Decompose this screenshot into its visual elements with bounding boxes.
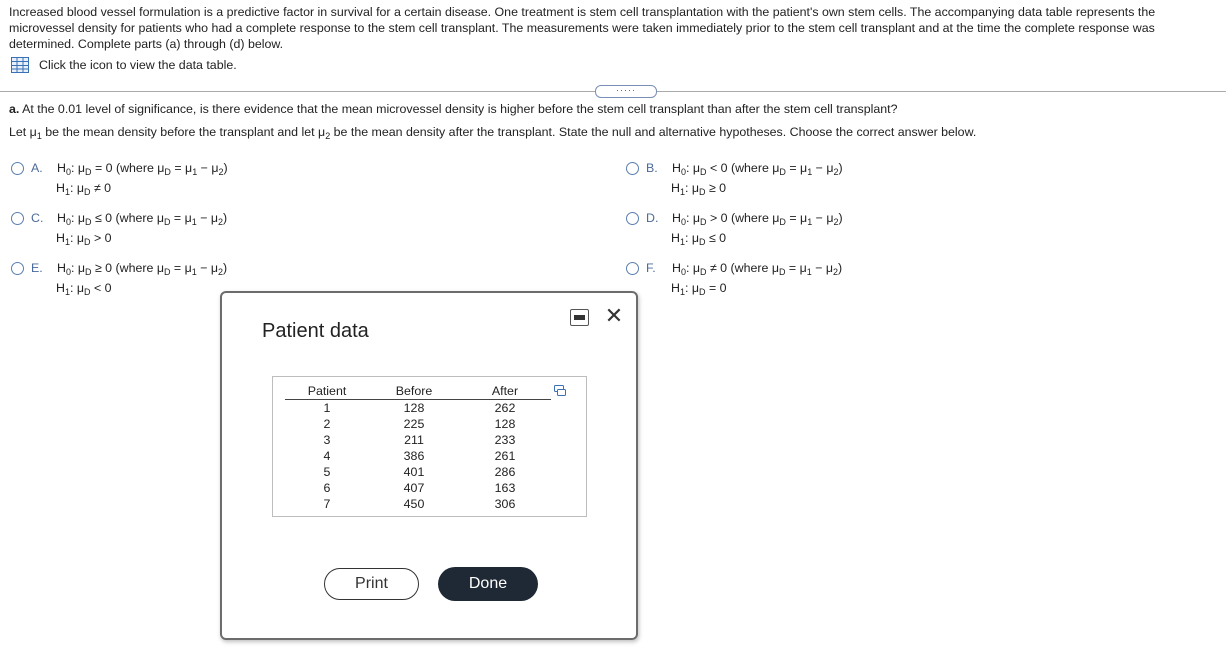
h1-statement: $H_1$: $\mu_D < 0$ [56, 281, 112, 297]
table-row: 5 401 286 [323, 465, 516, 479]
view-data-table-link[interactable] [11, 57, 237, 73]
radio-button-e[interactable] [11, 262, 24, 275]
data-table-icon[interactable] [11, 57, 29, 73]
choice-letter: C. [31, 211, 44, 225]
h0-statement: $H_0$: $\mu_D \ge 0$ (where $\mu_D = \mu_1 - \mu_2$) [57, 261, 228, 277]
h1-statement: $H_1$: $\mu_D \ne 0$ [56, 181, 112, 197]
choice-letter: D. [646, 211, 659, 225]
column-header-patient: Patient [285, 382, 369, 400]
copy-to-clipboard-icon[interactable] [554, 385, 566, 396]
h0-statement: $H_0$: $\mu_D < 0$ (where $\mu_D = \mu_1 - \mu_2$) [672, 161, 843, 177]
choice-letter: A. [31, 161, 43, 175]
column-header-after: After [459, 382, 551, 400]
choice-letter: B. [646, 161, 658, 175]
choice-letter: E. [31, 261, 43, 275]
h1-statement: $H_1$: $\mu_D \ge 0$ [671, 181, 727, 197]
dialog-title: Patient data [262, 320, 369, 342]
table-header-row [285, 382, 551, 400]
h0-statement: $H_0$: $\mu_D = 0$ (where $\mu_D = \mu_1 - \mu_2$) [57, 161, 228, 177]
choice-b[interactable] [626, 158, 843, 198]
table-row: 7 450 306 [323, 497, 516, 511]
h0-statement: $H_0$: $\mu_D \ne 0$ (where $\mu_D = \mu_1 - \mu_2$) [672, 261, 843, 277]
radio-button-d[interactable] [626, 212, 639, 225]
h0-statement: $H_0$: $\mu_D \le 0$ (where $\mu_D = \mu_1 - \mu_2$) [57, 211, 228, 227]
question-text: At the 0.01 level of significance, is there evidence that the mean microvessel density is higher before the stem cell transplant than after the stem cell transplant? [22, 102, 898, 116]
patient-data-table [285, 382, 551, 512]
table-link-text[interactable]: Click the icon to view the data table. [39, 58, 237, 72]
table-row: 3 211 233 [323, 433, 516, 447]
choice-d[interactable] [626, 208, 843, 248]
radio-button-f[interactable] [626, 262, 639, 275]
table-row: 6 407 163 [323, 481, 516, 495]
choice-e[interactable] [11, 258, 227, 298]
table-row: 4 386 261 [323, 449, 516, 463]
close-button[interactable]: ✕ [604, 303, 624, 328]
expand-toggle[interactable]: ····· [595, 85, 657, 98]
question-part-label: a. [9, 102, 20, 116]
choice-f[interactable] [626, 258, 842, 298]
print-button[interactable]: Print [324, 568, 419, 600]
column-header-before: Before [369, 382, 459, 400]
radio-button-c[interactable] [11, 212, 24, 225]
patient-data-dialog [220, 291, 638, 640]
problem-intro: Increased blood vessel formulation is a predictive factor in survival for a certain disease. One treatment is stem cell transplantation with the patient's own stem cells. The accompanying data table represents the microvessel density for patients who had a complete response to the stem cell transplant. The measurements were taken immediately prior to the stem cell transplant and at the time the complete response was determined. Complete parts (a) through (d) below. [9, 5, 1156, 51]
done-button[interactable]: Done [438, 567, 538, 601]
choice-letter: F. [646, 261, 656, 275]
choice-a[interactable] [11, 158, 228, 198]
h1-statement: $H_1$: $\mu_D > 0$ [56, 231, 112, 247]
question-instructions: Let $\mu_1$ be the mean density before the transplant and let $\mu_2$ be the mean density after the transplant. State the null and alternative hypotheses. Choose the correct answer below. [9, 125, 977, 141]
table-row: 2 225 128 [323, 417, 516, 431]
table-row: 1 128 262 [323, 401, 516, 415]
radio-button-a[interactable] [11, 162, 24, 175]
h1-statement: $H_1$: $\mu_D \le 0$ [671, 231, 727, 247]
minimize-button[interactable] [570, 309, 589, 326]
data-table-container [272, 376, 587, 517]
h1-statement: $H_1$: $\mu_D = 0$ [671, 281, 727, 297]
choice-c[interactable] [11, 208, 227, 248]
h0-statement: $H_0$: $\mu_D > 0$ (where $\mu_D = \mu_1 - \mu_2$) [672, 211, 843, 227]
question-a [9, 102, 898, 116]
radio-button-b[interactable] [626, 162, 639, 175]
